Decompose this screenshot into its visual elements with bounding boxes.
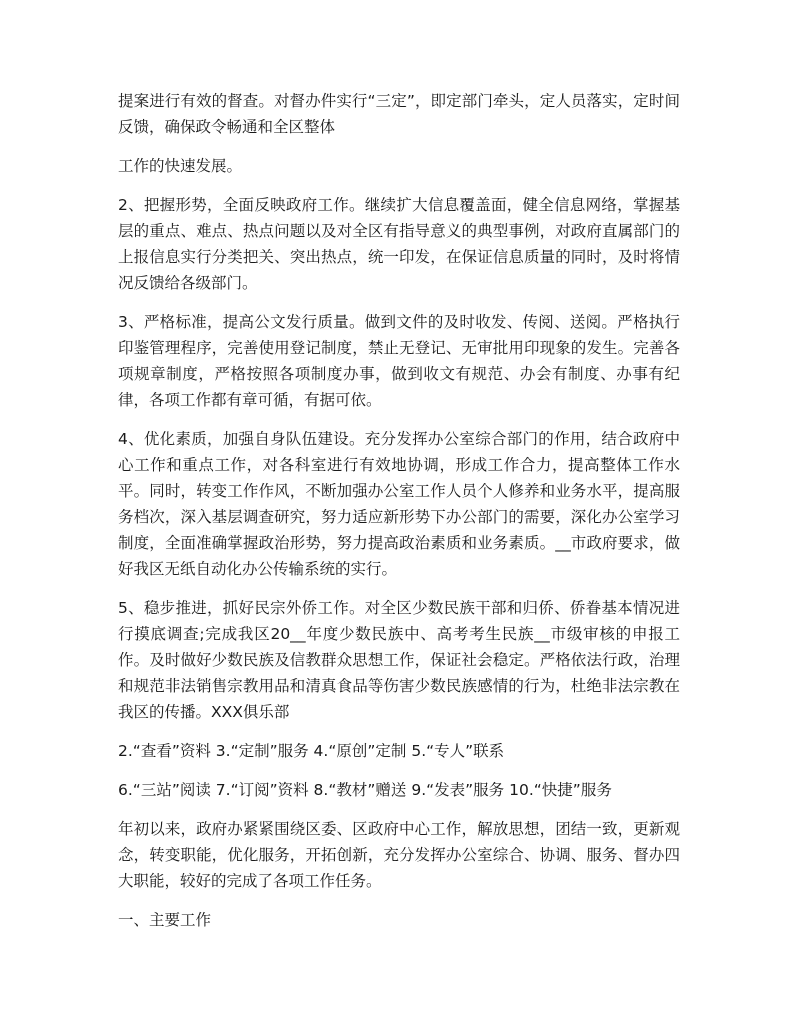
paragraph-item-3: 3、严格标准，提高公文发行质量。做到文件的及时收发、传阅、送阅。严格执行印鉴管理程序，完善使用登记制度，禁止无登记、无审批用印现象的发生。完善各项规章制度，严格按照各项制度办事，做到收文有规范、办会有制度、办事有纪律，各项工作都有章可循，有据可依。 bbox=[118, 313, 680, 409]
paragraph-development: 工作的快速发展。 bbox=[118, 157, 243, 175]
paragraph-item-2: 2、把握形势，全面反映政府工作。继续扩大信息覆盖面，健全信息网络，掌握基层的重点、难点、热点问题以及对全区有指导意义的典型事例，对政府直属部门的上报信息实行分类把关、突出热点，统一印发，在保证信息质量的同时，及时将情况反馈给各级部门。 bbox=[118, 196, 680, 292]
paragraph-service-list-1: 2.“查看”资料 3.“定制”服务 4.“原创”定制 5.“专人”联系 bbox=[118, 742, 505, 760]
paragraph-item-5: 5、稳步推进，抓好民宗外侨工作。对全区少数民族干部和归侨、侨眷基本情况进行摸底调查;完成我区20__年度少数民族中、高考考生民族__市级审核的申报工作。及时做好少数民族及信教群众思想工作，保证社会稳定。严格依法行政，治理和规范非法销售宗教用品和清真食品等伤害少数民族感情的行为，杜绝非法宗教在我区的传播。XXX俱乐部 bbox=[118, 599, 680, 721]
section-heading: 一、主要工作 bbox=[118, 911, 212, 929]
paragraph-supervision: 提案进行有效的督查。对督办件实行“三定”，即定部门牵头，定人员落实，定时间反馈，确保政令畅通和全区整体 bbox=[118, 92, 680, 136]
paragraph-service-list-2: 6.“三站”阅读 7.“订阅”资料 8.“教材”赠送 9.“发表”服务 10.“快捷”服务 bbox=[118, 781, 612, 799]
document-body bbox=[118, 88, 680, 946]
paragraph-intro: 年初以来，政府办紧紧围绕区委、区政府中心工作，解放思想，团结一致，更新观念，转变职能，优化服务，开拓创新，充分发挥办公室综合、协调、服务、督办四大职能，较好的完成了各项工作任务。 bbox=[118, 820, 680, 890]
paragraph-item-4: 4、优化素质，加强自身队伍建设。充分发挥办公室综合部门的作用，结合政府中心工作和重点工作，对各科室进行有效地协调，形成工作合力，提高整体工作水平。同时，转变工作作风，不断加强办公室工作人员个人修养和业务水平，提高服务档次，深入基层调查研究，努力适应新形势下办公部门的需要，深化办公室学习制度，全面准确掌握政治形势，努力提高政治素质和业务素质。__市政府要求，做好我区无纸自动化办公传输系统的实行。 bbox=[118, 430, 680, 578]
